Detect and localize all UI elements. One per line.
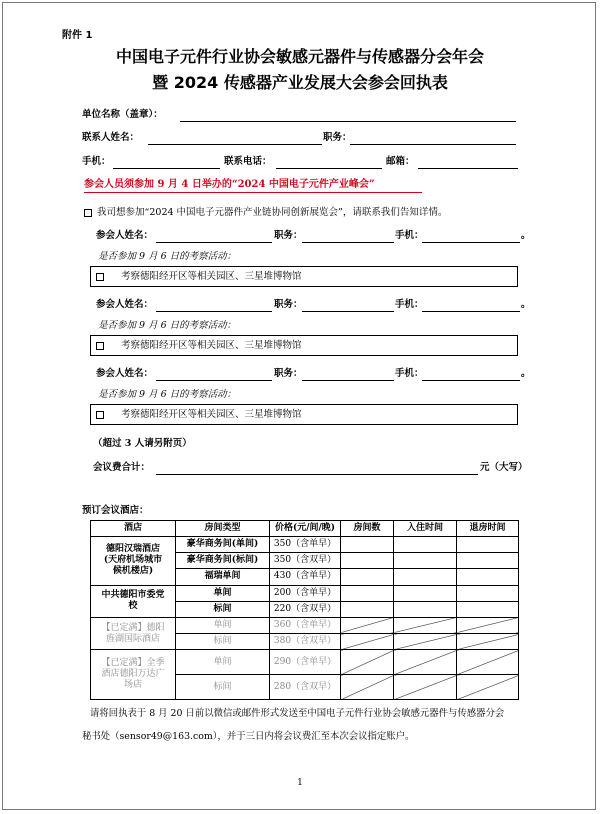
hotel-table-header — [91, 521, 519, 537]
attendee-1-name-field[interactable] — [156, 242, 272, 243]
email-label: 邮箱： — [386, 156, 415, 167]
room-price: 220（含双早） — [270, 601, 341, 617]
room-type: 豪华商务间(标间) — [176, 553, 270, 569]
attendee-3-end: 。 — [521, 368, 531, 379]
hotel-table — [90, 520, 519, 700]
checkout-cell-crossed — [457, 634, 519, 650]
hotel-1-name: 德阳汉瑞酒店 (天府机场城市 候机楼店) — [91, 537, 176, 586]
room-type: 福瑞单间 — [176, 569, 270, 585]
room-price: 360（含单早） — [270, 617, 341, 633]
room-count-cell[interactable] — [341, 537, 394, 553]
unit-name-label: 单位名称（盖章）： — [82, 109, 163, 120]
attendee-2-mobile-field[interactable] — [422, 311, 520, 312]
attendee-2-visit-checkbox[interactable] — [96, 342, 104, 350]
hotel-2-name: 中共德阳市委党 校 — [91, 585, 176, 617]
email-field[interactable] — [418, 168, 518, 169]
checkout-cell[interactable] — [457, 585, 519, 601]
page-number: 1 — [297, 778, 303, 788]
checkin-cell[interactable] — [394, 553, 457, 569]
header-price: 价格(元/间/晚) — [270, 521, 341, 537]
room-count-cell-crossed — [341, 634, 394, 650]
room-type: 豪华商务间(单间) — [176, 537, 270, 553]
checkin-cell-crossed — [394, 634, 457, 650]
checkin-cell[interactable] — [394, 601, 457, 617]
room-price: 280（含双早） — [270, 675, 341, 700]
attendee-3-question: 是否参加 9 月 6 日的考察活动： — [98, 389, 237, 400]
attendee-1-mobile-field[interactable] — [422, 242, 520, 243]
checkout-cell-crossed — [457, 617, 519, 633]
mobile-field[interactable] — [113, 168, 220, 169]
room-type: 单间 — [176, 650, 270, 675]
checkin-cell-crossed — [394, 650, 457, 675]
room-count-cell[interactable] — [341, 553, 394, 569]
attendee-1-end: 。 — [521, 230, 531, 241]
room-price: 200（含单早） — [270, 585, 341, 601]
checkin-cell[interactable] — [394, 585, 457, 601]
room-price: 430（含单早） — [270, 569, 341, 585]
attendee-3-mobile-field[interactable] — [422, 380, 520, 381]
room-count-cell[interactable] — [341, 601, 394, 617]
header-room-type: 房间类型 — [176, 521, 270, 537]
attendee-3-visit-checkbox[interactable] — [96, 411, 104, 419]
checkin-cell-crossed — [394, 675, 457, 700]
room-count-cell-crossed — [341, 675, 394, 700]
attendee-3-name-field[interactable] — [156, 380, 272, 381]
fee-unit: 元（大写） — [480, 462, 528, 473]
room-type: 标间 — [176, 675, 270, 700]
attendee-2-question: 是否参加 9 月 6 日的考察活动： — [98, 320, 237, 331]
exhibit-checkbox[interactable] — [84, 209, 92, 217]
attendee-3-mobile-label: 手机： — [395, 368, 424, 379]
room-type: 标间 — [176, 601, 270, 617]
attendee-2-visit-option: 考察德阳经开区等相关园区、三星堆博物馆 — [121, 340, 302, 351]
contact-name-label: 联系人姓名： — [82, 132, 140, 143]
footer-instruction-line-1: 请将回执表于 8 月 20 日前以微信或邮件形式发送至中国电子元件行业协会敏感元器件与传感器分会 — [90, 708, 505, 719]
fee-field[interactable] — [156, 474, 478, 475]
attendee-1-visit-option: 考察德阳经开区等相关园区、三星堆博物馆 — [121, 271, 302, 282]
attendee-1-mobile-label: 手机： — [395, 230, 424, 241]
room-price: 380（含双早） — [270, 634, 341, 650]
header-checkin: 入住时间 — [394, 521, 457, 537]
attendee-1-position-label: 职务： — [274, 230, 303, 241]
attendee-2-name-label: 参会人姓名： — [96, 299, 154, 310]
exhibit-text: 我司想参加“2024 中国电子元器件产业链协同创新展览会”，请联系我们告知详情。 — [97, 207, 448, 218]
mandatory-notice: 参会人员须参加 9 月 4 日举办的“2024 中国电子元件产业峰会” — [84, 179, 375, 190]
checkin-cell-crossed — [394, 617, 457, 633]
hotel-section-label: 预订会议酒店： — [82, 505, 149, 516]
attendee-2-position-label: 职务： — [274, 299, 303, 310]
table-row — [91, 650, 519, 675]
title-line-1: 中国电子元件行业协会敏感元器件与传感器分会年会 — [115, 47, 484, 66]
checkin-cell[interactable] — [394, 569, 457, 585]
hotel-4-name: 【已定满】全季 酒店德阳万达广 场店 — [91, 650, 176, 700]
position-field[interactable] — [350, 144, 516, 145]
room-price: 350（含双早） — [270, 553, 341, 569]
table-row — [91, 617, 519, 633]
table-row — [91, 537, 519, 553]
checkout-cell[interactable] — [457, 553, 519, 569]
checkin-cell[interactable] — [394, 537, 457, 553]
title-line-2: 暨 2024 传感器产业发展大会参会回执表 — [152, 73, 448, 92]
table-row — [91, 585, 519, 601]
header-hotel: 酒店 — [91, 521, 176, 537]
attendee-1-name-label: 参会人姓名： — [96, 230, 154, 241]
attendee-1-visit-checkbox[interactable] — [96, 273, 104, 281]
room-type: 单间 — [176, 617, 270, 633]
attendee-3-position-label: 职务： — [274, 368, 303, 379]
attendee-3-position-field[interactable] — [302, 380, 394, 381]
attendee-3-name-label: 参会人姓名： — [96, 368, 154, 379]
mobile-label: 手机： — [82, 156, 111, 167]
attendee-2-end: 。 — [521, 299, 531, 310]
extra-pages-note: （超过 3 人请另附页） — [93, 438, 192, 449]
phone-label: 联系电话： — [224, 156, 272, 167]
checkout-cell[interactable] — [457, 569, 519, 585]
hotel-3-name: 【已定满】德阳 旌湖国际酒店 — [91, 617, 176, 649]
checkout-cell[interactable] — [457, 601, 519, 617]
attendee-3-visit-option: 考察德阳经开区等相关园区、三星堆博物馆 — [121, 409, 302, 420]
fee-label: 会议费合计： — [93, 462, 151, 473]
room-count-cell[interactable] — [341, 585, 394, 601]
room-price: 350（含单早） — [270, 537, 341, 553]
attendee-2-mobile-label: 手机： — [395, 299, 424, 310]
checkout-cell-crossed — [457, 675, 519, 700]
attendee-2-name-field[interactable] — [156, 311, 272, 312]
checkout-cell-crossed — [457, 650, 519, 675]
attendee-1-position-field[interactable] — [302, 242, 394, 243]
footer-instruction-line-2: 秘书处（sensor49@163.com），并于三日内将会议费汇至本次会议指定账户。 — [82, 731, 415, 742]
header-checkout: 退房时间 — [457, 521, 519, 537]
unit-name-field[interactable] — [180, 121, 516, 122]
notice-underline — [84, 192, 422, 193]
room-price: 290（含单早） — [270, 650, 341, 675]
room-type: 标间 — [176, 634, 270, 650]
phone-field[interactable] — [276, 168, 382, 169]
checkout-cell[interactable] — [457, 537, 519, 553]
room-count-cell-crossed — [341, 617, 394, 633]
attendee-1-question: 是否参加 9 月 6 日的考察活动： — [98, 251, 237, 262]
contact-name-field[interactable] — [148, 144, 322, 145]
room-type: 单间 — [176, 585, 270, 601]
header-room-count: 房间数 — [341, 521, 394, 537]
position-label: 职务： — [323, 132, 352, 143]
attachment-label: 附件 1 — [62, 30, 93, 41]
attendee-2-position-field[interactable] — [302, 311, 394, 312]
room-count-cell[interactable] — [341, 569, 394, 585]
room-count-cell-crossed — [341, 650, 394, 675]
